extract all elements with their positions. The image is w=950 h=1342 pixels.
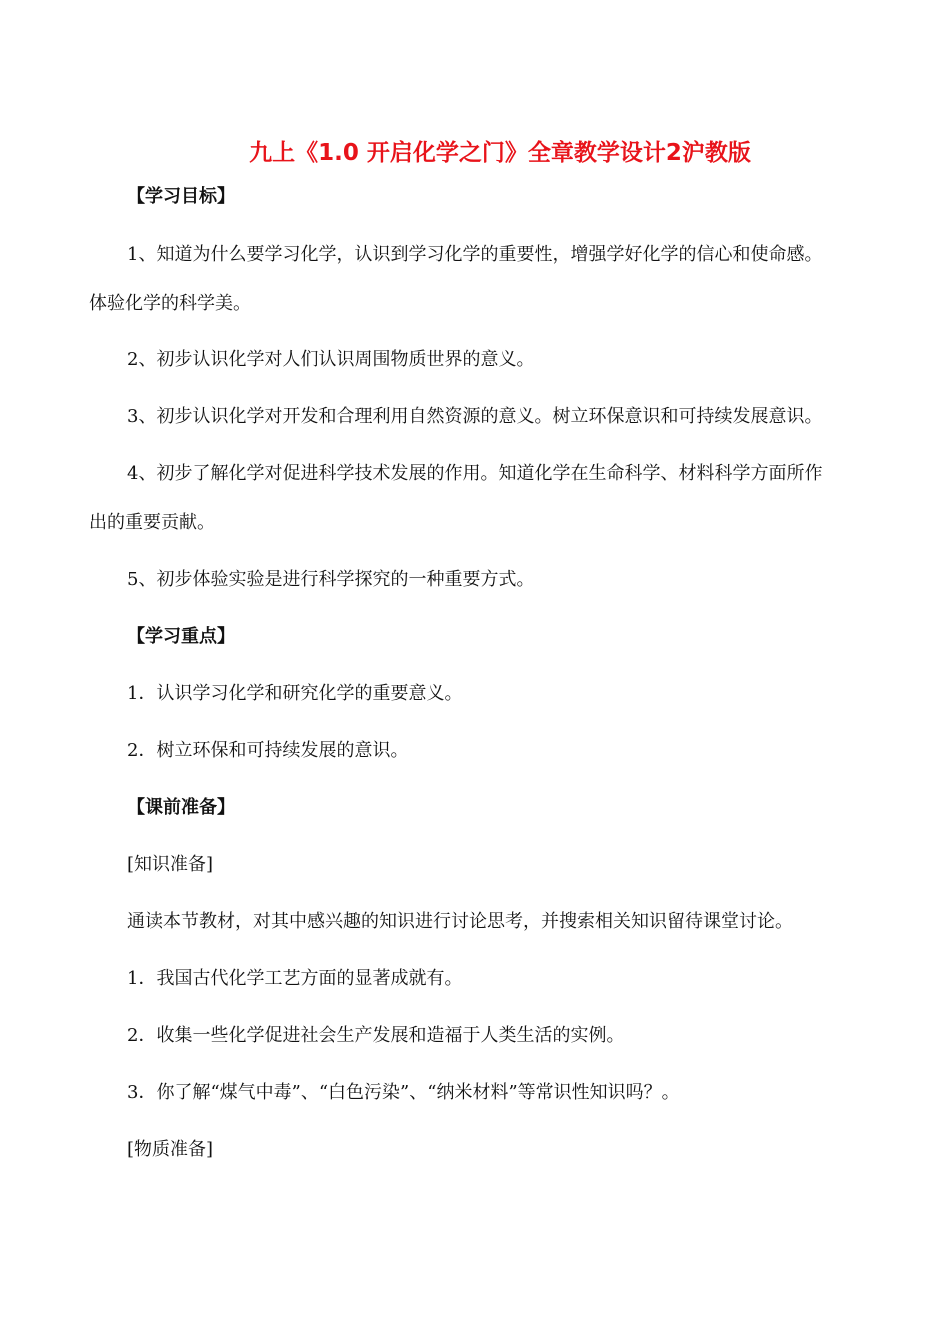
preparation-intro: 通读本节教材，对其中感兴趣的知识进行讨论思考，并搜索相关知识留待课堂讨论。 [127, 911, 793, 932]
preparation-item-1: 1．我国古代化学工艺方面的显著成就有。 [127, 968, 463, 989]
key-point-item-2: 2．树立环保和可持续发展的意识。 [127, 740, 409, 761]
knowledge-preparation-label: [知识准备] [127, 854, 214, 875]
objective-item-1-line-1: 1、知道为什么要学习化学，认识到学习化学的重要性，增强学好化学的信心和使命感。 [127, 244, 823, 265]
document-title: 九上《1.0 开启化学之门》全章教学设计2沪教版 [249, 140, 751, 166]
objective-item-3: 3、初步认识化学对开发和合理利用自然资源的意义。树立环保意识和可持续发展意识。 [127, 406, 823, 427]
objectives-heading: 【学习目标】 [127, 186, 235, 207]
material-preparation-label: [物质准备] [127, 1139, 214, 1160]
preparation-item-2: 2．收集一些化学促进社会生产发展和造福于人类生活的实例。 [127, 1025, 625, 1046]
objective-item-2: 2、初步认识化学对人们认识周围物质世界的意义。 [127, 349, 535, 370]
key-points-heading: 【学习重点】 [127, 626, 235, 647]
key-point-item-1: 1．认识学习化学和研究化学的重要意义。 [127, 683, 463, 704]
objective-item-5: 5、初步体验实验是进行科学探究的一种重要方式。 [127, 569, 535, 590]
preparation-heading: 【课前准备】 [127, 797, 235, 818]
objective-item-4-line-2: 出的重要贡献。 [89, 512, 215, 533]
objective-item-1-line-2: 体验化学的科学美。 [89, 293, 251, 314]
preparation-item-3: 3．你了解“煤气中毒”、“白色污染”、“纳米材料”等常识性知识吗？。 [127, 1082, 680, 1103]
objective-item-4-line-1: 4、初步了解化学对促进科学技术发展的作用。知道化学在生命科学、材料科学方面所作 [127, 463, 823, 484]
